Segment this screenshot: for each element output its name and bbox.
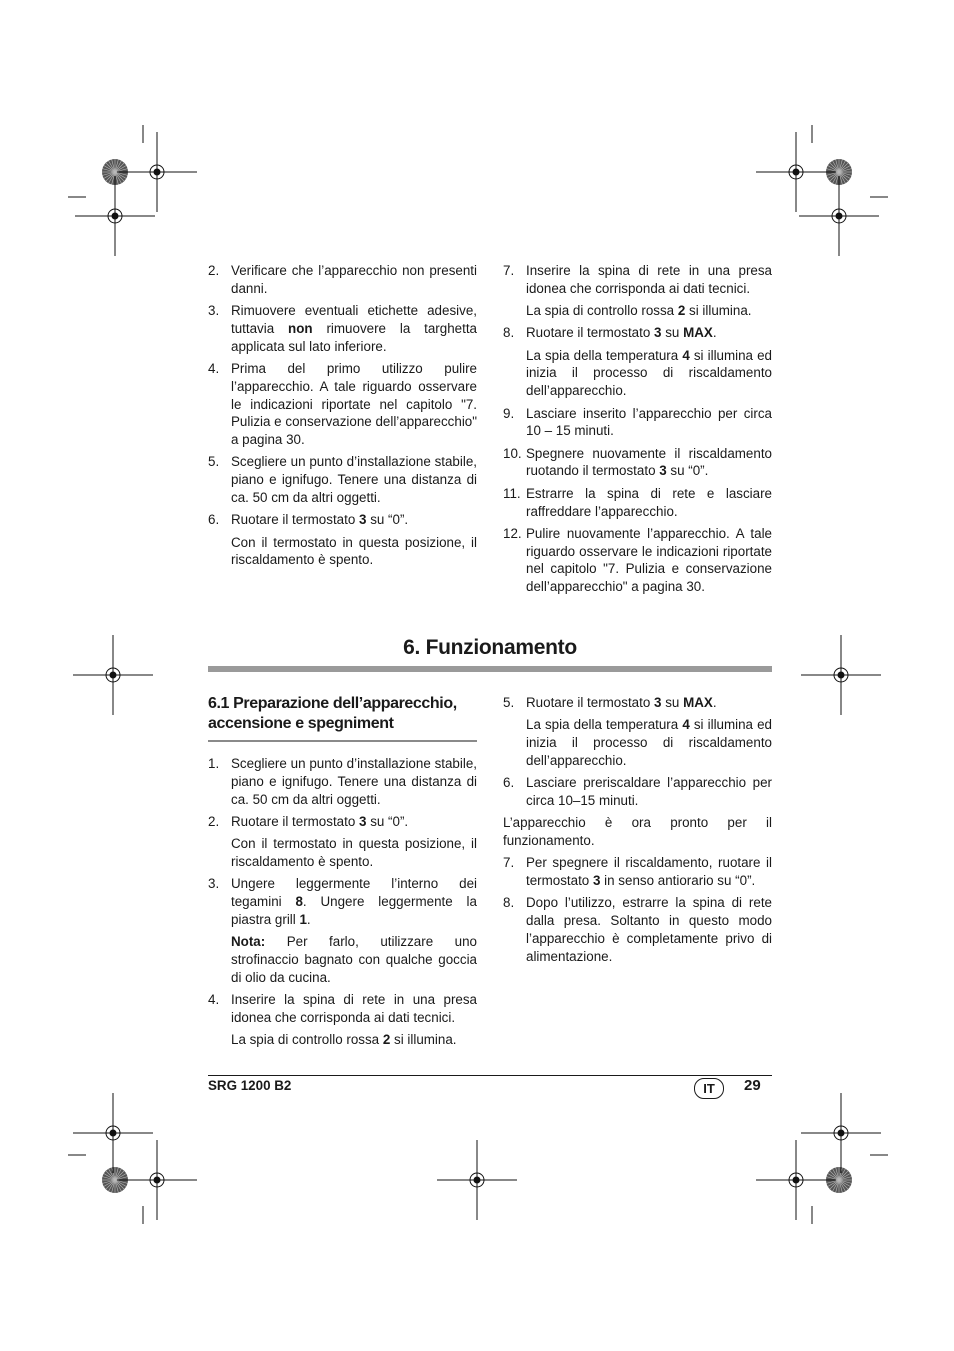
list-item-text: Lasciare inserito l’apparecchio per circa 10 – 15 minuti. bbox=[526, 405, 772, 439]
list-item-text: Inserire la spina di rete in una presa idonea che corrisponda ai dati tecnici. bbox=[526, 263, 772, 296]
list-item-text: Pulire nuovamente l’apparecchio. A tale riguardo osservare le indicazioni riportate nel capitolo "7. Pulizia e conservazione dell’apparecchio" a pagina 30. bbox=[526, 525, 772, 595]
footer-rule bbox=[208, 1075, 772, 1076]
list-item-note: Nota: Per farlo, utilizzare uno strofinaccio bagnato con qualche goccia di olio da cucina. bbox=[231, 934, 477, 985]
list-item bbox=[208, 511, 477, 529]
list-item-text: Lasciare preriscaldare l’apparecchio per circa 10–15 minuti. bbox=[526, 775, 772, 808]
crop-target-icon bbox=[117, 132, 197, 212]
list-item-number: 2. bbox=[208, 813, 220, 829]
list-item-number: 11. bbox=[503, 485, 521, 501]
list-item bbox=[503, 485, 772, 521]
footer-language-badge: IT bbox=[694, 1078, 724, 1099]
list-item-text: Dopo l’utilizzo, estrarre la spina di rete dalla presa. Soltanto in questo modo l’apparecchio è completamente privo di alimentazione. bbox=[526, 895, 772, 964]
list-item-text: Ruotare il termostato 3 su MAX. bbox=[526, 695, 717, 710]
subsection-heading bbox=[208, 694, 478, 734]
list-item bbox=[503, 525, 772, 596]
list-item bbox=[503, 774, 772, 810]
list-item-text: Per spegnere il riscaldamento, ruotare il termostato 3 in senso antiorario su “0”. bbox=[526, 855, 772, 889]
list-item-number: 6. bbox=[503, 775, 515, 791]
list-item-text: Verificare che l’apparecchio non presenti danni. bbox=[231, 263, 477, 296]
list-item-number: 5. bbox=[503, 695, 515, 710]
list-item-text: Estrarre la spina di rete e lasciare raffreddare l’apparecchio. bbox=[526, 485, 772, 519]
list-item-number: 7. bbox=[503, 263, 515, 278]
list-item-number: 1. bbox=[208, 756, 220, 771]
list-item-text: Ruotare il termostato 3 su “0”. bbox=[231, 512, 409, 528]
list-item-text: Ruotare il termostato 3 su MAX. bbox=[526, 325, 717, 341]
list-item-number: 9. bbox=[503, 405, 515, 421]
list-item-number: 4. bbox=[208, 360, 220, 376]
list-item bbox=[208, 360, 477, 449]
list-item-number: 5. bbox=[208, 454, 220, 470]
subsection-number: 6.1 bbox=[208, 695, 230, 712]
list-bottom-right-a bbox=[503, 694, 772, 810]
crop-target-icon bbox=[756, 132, 836, 212]
list-item bbox=[503, 445, 772, 481]
list-item bbox=[208, 875, 477, 928]
crop-target-icon bbox=[117, 1140, 197, 1220]
list-item-note: La spia della temperatura 4 si illumina ed inizia il processo di riscaldamento dell’apparecchio. bbox=[526, 347, 772, 399]
list-item-number: 8. bbox=[503, 895, 515, 911]
crop-target-icon bbox=[75, 176, 155, 256]
crop-target-icon bbox=[73, 635, 153, 715]
list-item-text: Rimuovere eventuali etichette adesive, tuttavia non rimuovere la targhetta applicata sul lato inferiore. bbox=[231, 303, 477, 354]
list-item-note: La spia della temperatura 4 si illumina ed inizia il processo di riscaldamento dell’apparecchio. bbox=[526, 717, 772, 768]
list-item-note: Con il termostato in questa posizione, il riscaldamento è spento. bbox=[231, 534, 477, 568]
list-top-right bbox=[503, 262, 772, 601]
status-paragraph: L’apparecchio è ora pronto per il funzionamento. bbox=[503, 815, 772, 849]
list-item-note: La spia di controllo rossa 2 si illumina. bbox=[526, 303, 752, 319]
list-item bbox=[208, 262, 477, 298]
list-item-number: 4. bbox=[208, 992, 220, 1008]
section-rule bbox=[208, 666, 772, 672]
crop-target-icon bbox=[73, 1093, 153, 1173]
list-bottom-left bbox=[208, 755, 477, 1053]
page-number: 29 bbox=[744, 1077, 761, 1094]
list-item-number: 2. bbox=[208, 263, 220, 278]
list-item bbox=[208, 302, 477, 355]
list-item-note: Con il termostato in questa posizione, il riscaldamento è spento. bbox=[231, 836, 477, 869]
list-item bbox=[503, 854, 772, 890]
list-item bbox=[208, 813, 477, 831]
list-item-number: 8. bbox=[503, 325, 515, 341]
list-item-text: Ruotare il termostato 3 su “0”. bbox=[231, 813, 409, 829]
list-item bbox=[503, 694, 772, 712]
footer-model: SRG 1200 B2 bbox=[208, 1078, 292, 1093]
crop-target-icon bbox=[756, 1140, 836, 1220]
list-item bbox=[503, 405, 772, 441]
list-item-number: 7. bbox=[503, 855, 515, 871]
list-item-note: La spia di controllo rossa 2 si illumina. bbox=[231, 1032, 457, 1048]
list-bottom-right-b bbox=[503, 854, 772, 965]
crop-target-icon bbox=[801, 1093, 881, 1173]
bottom-right-column bbox=[503, 694, 772, 970]
list-item-text: Spegnere nuovamente il riscaldamento ruotando il termostato 3 su “0”. bbox=[526, 445, 772, 479]
list-item bbox=[208, 453, 477, 506]
list-item bbox=[503, 894, 772, 965]
section-title: 6. Funzionamento bbox=[403, 636, 577, 659]
list-item-text: Ungere leggermente l’interno dei tegamini 8. Ungere leggermente la piastra grill 1. bbox=[231, 876, 477, 927]
list-item-number: 6. bbox=[208, 512, 220, 528]
list-item-number: 3. bbox=[208, 876, 220, 892]
list-item-number: 3. bbox=[208, 303, 220, 319]
crop-target-icon bbox=[437, 1140, 517, 1220]
list-top-left bbox=[208, 262, 477, 574]
list-item-text: Inserire la spina di rete in una presa idonea che corrisponda ai dati tecnici. bbox=[231, 992, 477, 1025]
list-item bbox=[208, 755, 477, 808]
list-item-text: Prima del primo utilizzo pulire l’apparecchio. A tale riguardo osservare le indicazioni riportate nel capitolo "7. Pulizia e conservazione dell’apparecchio" a pagina 30. bbox=[231, 360, 477, 448]
crop-target-icon bbox=[799, 176, 879, 256]
list-item bbox=[503, 324, 772, 342]
crop-target-icon bbox=[801, 635, 881, 715]
list-item-number: 10. bbox=[503, 445, 522, 461]
list-item bbox=[503, 262, 772, 298]
list-item-text: Scegliere un punto d’installazione stabile, piano e ignifugo. Tenere una distanza di ca. 50 cm da altri oggetti. bbox=[231, 756, 477, 807]
list-item-text: Scegliere un punto d’installazione stabile, piano e ignifugo. Tenere una distanza di ca. 50 cm da altri oggetti. bbox=[231, 454, 477, 506]
list-item bbox=[208, 991, 477, 1027]
list-item-number: 12. bbox=[503, 525, 522, 541]
subsection-rule bbox=[208, 740, 477, 742]
subsection-title: Preparazione dell’apparecchio, accensione e spegniment bbox=[208, 695, 457, 732]
